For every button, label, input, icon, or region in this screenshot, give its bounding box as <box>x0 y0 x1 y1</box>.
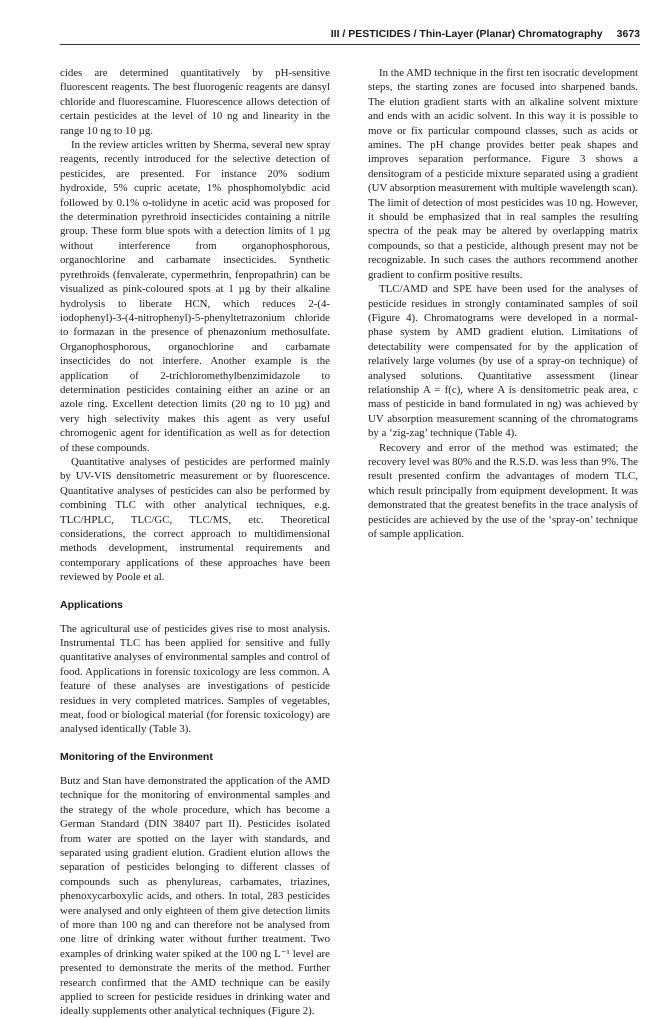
paragraph-quantitative-analyses: Quantitative analyses of pesticides are performed mainly by UV-VIS densitometric measurement or by fluorescence. Quantitative analyses of pesticides can also be performed by combining TLC with other analytical techniques, e.g. TLC/HPLC, TLC/GC, TLC/MS, etc. Theoretical considerations, the correct approach to multidimensional methods development, instrumental requirements and contemporary applications of these approaches have been reviewed by Poole et al. <box>60 455 330 584</box>
heading-monitoring-environment: Monitoring of the Environment <box>60 750 213 763</box>
paragraph-amd-technique: In the AMD technique in the first ten isocratic development steps, the starting zones are focused into sharpened bands. The elution gradient starts with an alkaline solvent mixture and ends with an acidic solvent. In this way it is possible to move or fix particular compound classes, such as acids or amines. The pH change provides better peak shapes and improves separation performance. Figure 3 shows a densitogram of a pesticide mixture separated using a gradient (UV absorption measurement with multiple wavelength scan). The limit of detection of most pesticides was 10 ng. However, it should be emphasized that in real samples the resulting spectra of the peak may be altered by overlapping matrix compounds, so that a pesticide, although present may not be recognizable. In such cases the authors recommend another gradient to confirm positive results. <box>368 67 638 281</box>
right-column <box>368 66 638 541</box>
paragraph-recovery: Recovery and error of the method was estimated; the recovery level was 80% and the R.S.D. was less than 9%. The result presented confirm the advantages of modern TLC, which result principally from equipment development. It was demonstrated that the greatest benefits in the trace analysis of pesticides are achieved by the use of the ‘spray-on’ technique of sample application. <box>368 441 638 540</box>
page-number: 3673 <box>616 28 640 40</box>
left-column <box>60 66 330 1019</box>
paragraph-tlc-amd-spe: TLC/AMD and SPE have been used for the analyses of pesticide residues in strongly contaminated samples of soil (Figure 4). Chromatograms were developed in a normal-phase system by AMD gradient elution. Limitations of detectability were compensated for by the application of relatively large volumes (by use of a spray-on technique) of analysed solutions. Quantitative assessment (linear relationship A = f(c), where A is densitometric peak area, c mass of pesticide in band formulated in ng) was achieved by UV absorption measurement scanning of the chromatograms by a ‘zig-zag’ technique (Table 4). <box>368 283 638 440</box>
header-rule <box>60 44 640 45</box>
running-header <box>0 28 640 40</box>
heading-applications: Applications <box>60 598 124 611</box>
paragraph-fluorescent-reagents: cides are determined quantitatively by pH-sensitive fluorescent reagents. The best fluorogenic reagents are dansyl chloride and fluorescamine. Fluorescence allows detection of certain pesticides at the level of 10 ng and linearity in the range 10 ng to 10 µg. <box>60 67 330 137</box>
paragraph-applications: The agricultural use of pesticides gives rise to most analysis. Instrumental TLC has been applied for sensitive and fully quantitative analyses of environmental samples and control of food. Applications in forensic toxicology are less common. A feature of these analyses are investigations of pesticide residues in very completed matrices. Samples of vegetables, meat, food or biological material (for forensic toxicology) are analysed identically (Table 3). <box>60 622 330 736</box>
paragraph-monitoring: Butz and Stan have demonstrated the application of the AMD technique for the monitoring of environmental samples and the strategy of the whole procedure, which has become a German Standard (DIN 38407 part II). Pesticides isolated from water are spotted on the layer with standards, and separated using gradient elution. Gradient elution allows the separation of pesticides belonging to different classes of compounds such as phenylureas, carbamates, triazines, phenoxycarboxylic acids, and others. In total, 283 pesticides were analysed and only eighteen of them give detection limits of more than 100 ng and can therefore not be analysed from one litre of drinking water without further treatment. Two examples of drinking water spiked at the 100 ng L⁻¹ level are presented to demonstrate the merits of the method. Further research confirmed that the AMD technique can be easily applied to screen for pesticide residues in drinking water and ideally supplements other analytical techniques (Figure 2). <box>60 774 330 1018</box>
paragraph-sherma-review: In the review articles written by Sherma, several new spray reagents, recently introduced for the selective detection of pesticides, are presented. For instance 20% sodium hydroxide, 5% cupric acetate, 1% phosphomolybdic acid followed by 0.1% o-tolidyne in acetic acid was proposed for the determination pyrethroid insecticides containing a nitrile group. These form blue spots with a detection limits of 1 µg without interference from organophosphorous, organochlorine and carbamate insecticides. Synthetic pyrethroids (fenvalerate, cypermethrin, fenpropathrin) can be visualized as pink-coloured spots at 1 µg by their alkaline hydrolysis to liberate HCN, which reduces 2-(4-iodophenyl)-3-(4-nitrophenyl)-5-phenyltetrazonium chloride to formazan in the presence of phenazonium methosulfate. Organophosphorous, organochlorine and carbamate insecticides do not interfere. Another example is the application of 2-trichloromethylbenzimidazole to determination pesticides containing either an azine or an azole ring. Excellent detection limits (20 ng to 10 µg) and very high selectivity makes this agent as very useful chromogenic agent for identification as well as for detection of these compounds. <box>60 139 330 454</box>
running-title: III / PESTICIDES / Thin-Layer (Planar) Chromatography <box>330 28 603 40</box>
